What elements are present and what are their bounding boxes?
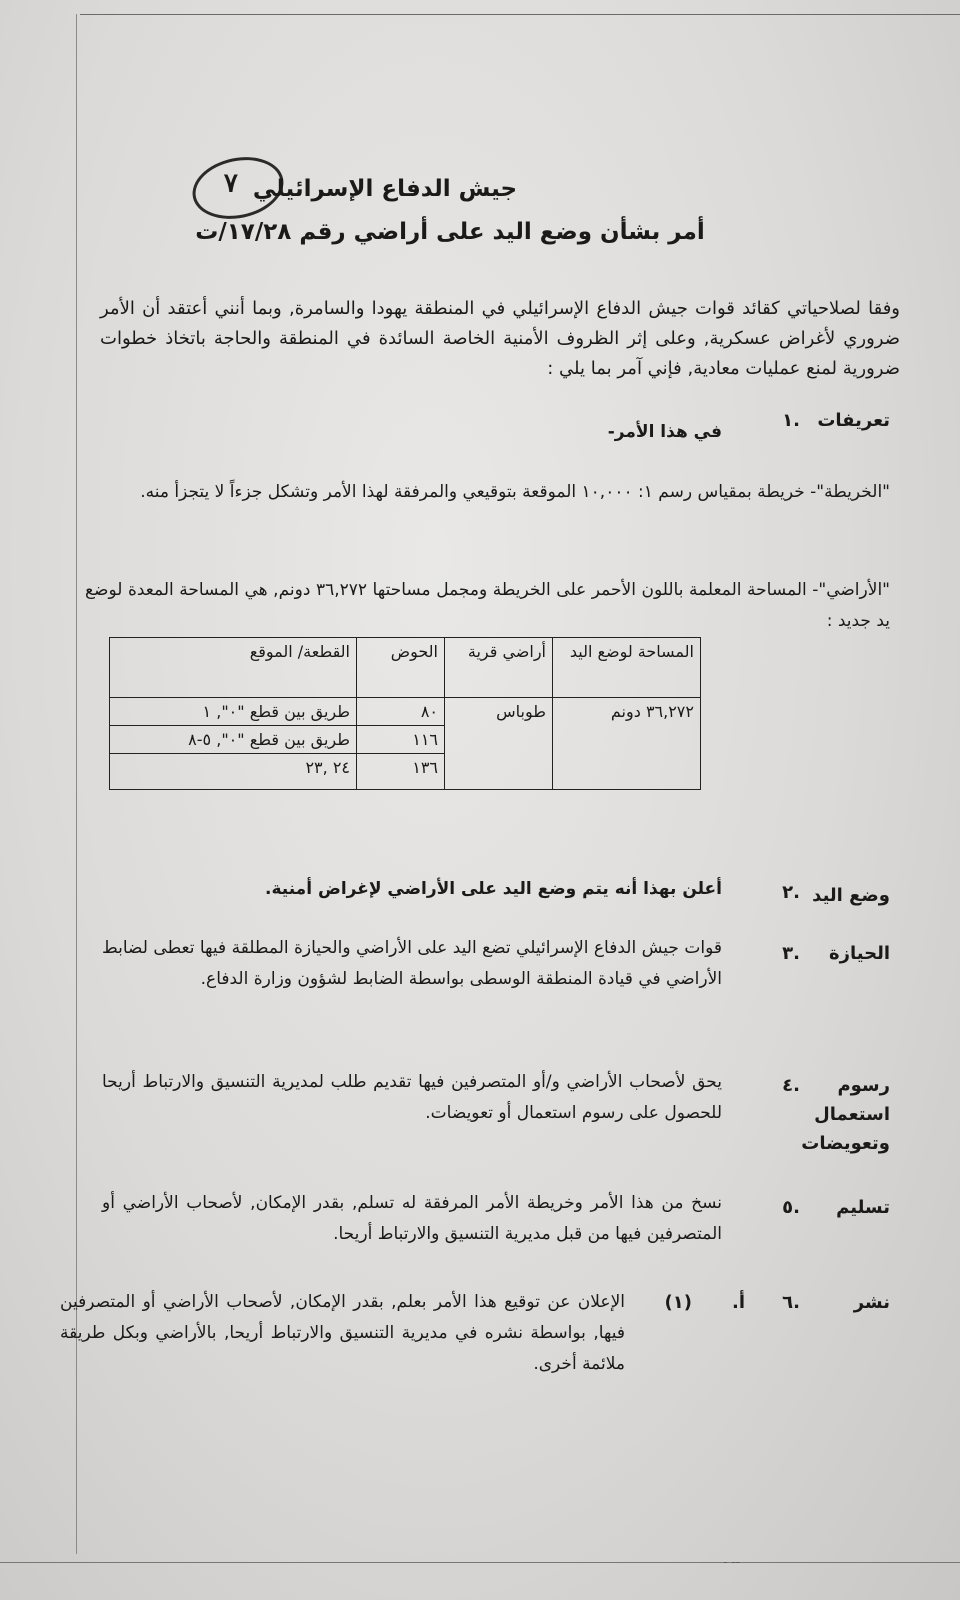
map-definition: "الخريطة"- خريطة بمقياس رسم ١: ١٠,٠٠٠ الموقعة بتوقيعي والمرفقة لهذا الأمر وتشكل جزءاً لا يتجزأ منه. — [140, 482, 890, 502]
document-subtitle: أمر بشأن وضع اليد على أراضي رقم ١٧/٢٨/ت — [195, 219, 705, 245]
section4-heading-line3: وتعويضات — [801, 1133, 890, 1154]
col-header-area: المساحة لوضع اليد — [553, 638, 701, 698]
land-table — [109, 637, 701, 790]
cell-basin: ١٣٦ — [357, 754, 445, 790]
cell-basin: ١١٦ — [357, 726, 445, 754]
section6-sub-number: (١) — [664, 1292, 692, 1313]
section2-number: .٢ — [782, 882, 800, 903]
footer-mark: - -- — [723, 1555, 740, 1569]
section6-heading: نشر — [853, 1292, 890, 1313]
land-definition: "الأراضي"- المساحة المعلمة باللون الأحمر على الخريطة ومجمل مساحتها ٣٦,٢٧٢ دونم, هي المساحة المعدة لوضع يد جديد : — [85, 580, 890, 631]
section3-heading: الحيازة — [829, 943, 890, 964]
section1-lead: في هذا الأمر- — [607, 422, 722, 442]
cell-plot: طريق بين قطع "٠", ٥-٨ — [110, 726, 357, 754]
section3-text: قوات جيش الدفاع الإسرائيلي تضع اليد على الأراضي والحيازة المطلقة فيها تعطى لضابط الأراضي في قيادة المنطقة الوسطى بواسطة الضابط لشؤون وزارة الدفاع. — [102, 938, 722, 989]
cell-village: طوباس — [445, 698, 553, 790]
section1-number: .١ — [782, 410, 800, 431]
section1-heading: تعريفات — [817, 410, 890, 431]
section5-heading: تسليم — [836, 1197, 890, 1218]
section3-number: .٣ — [782, 943, 800, 964]
page-edge-bottom — [0, 1562, 960, 1563]
section5-number: .٥ — [782, 1197, 800, 1218]
intro-paragraph: وفقا لصلاحياتي كقائد قوات جيش الدفاع الإسرائيلي في المنطقة يهودا والسامرة, وبما أنني أعتقد أن الأمر ضروري لأغراض عسكرية, وعلى إثر الظروف الأمنية الخاصة السائدة في المنطقة والحاجة باتخاذ خطوات ضرورية لمنع عمليات معادية, فإني آمر بما يلي : — [100, 298, 900, 379]
section4-heading-line2: استعمال — [814, 1104, 890, 1125]
cell-area: ٣٦,٢٧٢ دونم — [553, 698, 701, 790]
section6-sub-letter: أ. — [731, 1292, 745, 1313]
section6-text: الإعلان عن توقيع هذا الأمر بعلم, بقدر الإمكان, لأصحاب الأراضي أو المتصرفين فيها, بواسطة نشره في مديرية التنسيق والارتباط أريحا, بالأراضي وبكل طريقة ملائمة أخرى. — [60, 1292, 625, 1374]
section2-heading: وضع اليد — [812, 885, 890, 906]
section5-text: نسخ من هذا الأمر وخريطة الأمر المرفقة له تسلم, بقدر الإمكان, لأصحاب الأراضي أو المتصرفين فيها من قبل مديرية التنسيق والارتباط أريحا. — [102, 1193, 722, 1244]
section6-number: .٦ — [782, 1292, 800, 1313]
cell-plot: طريق بين قطع "٠", ١ — [110, 698, 357, 726]
page-edge-top — [80, 14, 960, 15]
table-row — [110, 698, 701, 726]
table-header-row — [110, 638, 701, 698]
col-header-basin: الحوض — [357, 638, 445, 698]
document-title: جيش الدفاع الإسرائيلي — [252, 176, 518, 202]
section2-text: أعلن بهذا أنه يتم وضع اليد على الأراضي لإغراض أمنية. — [265, 879, 722, 899]
col-header-village: أراضي قرية — [445, 638, 553, 698]
col-header-plot: القطعة/ الموقع — [110, 638, 357, 698]
cell-basin: ٨٠ — [357, 698, 445, 726]
section4-heading-line1: رسوم — [837, 1075, 890, 1096]
section4-text: يحق لأصحاب الأراضي و/أو المتصرفين فيها تقديم طلب لمديرية التنسيق والارتباط أريحا للحصول على رسوم استعمال أو تعويضات. — [102, 1072, 722, 1123]
handwritten-page-number: ٧ — [187, 149, 289, 227]
cell-plot: ٢٤ ,٢٣ — [110, 754, 357, 790]
section4-number: .٤ — [782, 1075, 800, 1096]
